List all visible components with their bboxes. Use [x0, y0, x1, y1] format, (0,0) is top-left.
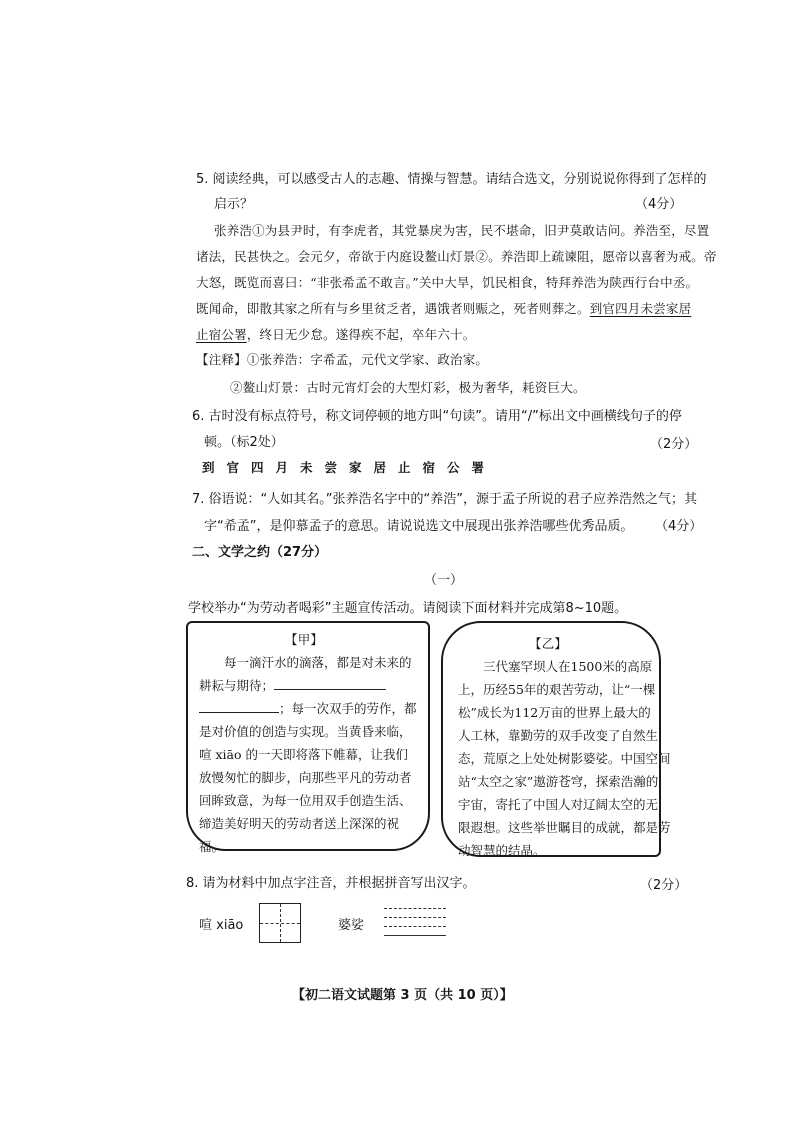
- yi-line-8: 限遐想。这些举世瞩目的成就，都是劳: [458, 820, 671, 835]
- q6-points: （2分）: [650, 437, 698, 452]
- yi-line-7: 宇宙，寄托了中国人对辽阔太空的无: [458, 797, 659, 812]
- jia-line-3-text: ；每一次双手的劳作，都: [279, 701, 417, 716]
- notes-label: 【注释】: [196, 352, 247, 367]
- yi-line-5: 态，荒原之上处处树影婆娑。中国空间: [458, 751, 671, 766]
- passage-line-1: 张养浩①为县尹时，有李虎者，其党暴戾为害，民不堪命，旧尹莫敢诘问。养浩至，尽置: [214, 223, 710, 238]
- note-2: ②鳌山灯景：古时元宵灯会的大型灯彩，极为奢华，耗资巨大。: [230, 380, 586, 395]
- q6-char: 月: [275, 460, 289, 475]
- passage-line-4-text: 既闻命，即散其家之所有与乡里贫乏者，遇饿者则赈之，死者则葬之。: [196, 301, 590, 316]
- yi-line-1: 三代塞罕坝人在1500米的高原: [483, 659, 653, 674]
- section2-intro: 学校举办“为劳动者喝彩”主题宣传活动。请阅读下面材料并完成第8~10题。: [188, 601, 628, 616]
- jia-line-3: [199, 697, 417, 720]
- q5-points: （4分）: [635, 197, 683, 212]
- q6-char: 家: [349, 460, 362, 475]
- q8-pinyin-line-2: [384, 917, 446, 918]
- material-jia-title: 【甲】: [285, 632, 324, 647]
- q8-hanzi-writing-grid[interactable]: [259, 903, 301, 943]
- material-yi-title: 【乙】: [529, 636, 568, 651]
- material-jia-text: [199, 651, 417, 858]
- jia-answer-blank-2[interactable]: [199, 699, 279, 713]
- jia-line-9: 福。: [199, 839, 225, 854]
- q6-char: 未: [300, 460, 313, 475]
- q7-points: （4分）: [655, 519, 703, 534]
- q8-points: （2分）: [640, 878, 688, 893]
- q6-char: 官: [226, 460, 240, 475]
- material-yi-text: [458, 655, 671, 862]
- q6-char: 止: [398, 460, 411, 475]
- section2-title: 二、文学之约（27分）: [192, 545, 328, 560]
- yi-line-6: 站“太空之家”遨游苍穹，探索浩瀚的: [458, 774, 659, 789]
- passage-line-3: 大怒，既览而喜曰：“非张希孟不敢言。”关中大旱，饥民相食，特拜养浩为陕西行台中丞。: [196, 275, 699, 290]
- q6-char: 居: [373, 460, 387, 475]
- q6-line1: 6. 古时没有标点符号，称文词停顿的地方叫“句读”。请用“/”标出文中画横线句子的停: [192, 409, 682, 424]
- q8-pinyin-line-3: [384, 926, 446, 927]
- q8-item2-label: 婆娑: [338, 918, 365, 933]
- jia-line-6: 放慢匆忙的脚步，向那些平凡的劳动者: [199, 770, 412, 785]
- jia-line-4: 是对价值的创造与实现。当黄昏来临，: [199, 724, 412, 739]
- q6-char: 到: [202, 460, 215, 475]
- q8-line: 8. 请为材料中加点字注音，并根据拼音写出汉字。: [186, 876, 476, 891]
- q5-line1: 5. 阅读经典，可以感受古人的志趣、情操与智慧。请结合选文，分别说说你得到了怎样的: [196, 172, 707, 187]
- q6-char: 公: [447, 460, 460, 475]
- page-footer: 【初二语文试题第 3 页（共 10 页）】: [292, 988, 513, 1003]
- jia-line-7: 回眸致意，为每一位用双手创造生活、: [199, 793, 412, 808]
- q8-pinyin-answer-line[interactable]: [384, 935, 446, 936]
- passage-line-2: 诸法，民甚快之。会元夕，帝欲于内庭设鳌山灯景②。养浩即上疏谏阻，愿帝以喜奢为戒。帝: [196, 249, 717, 264]
- passage-line-5-text: ，终日无少怠。遂得疾不起，卒年六十。: [246, 327, 476, 342]
- section2-sub: （一）: [424, 573, 464, 588]
- q6-char: 署: [471, 460, 485, 475]
- notes-line-1: [196, 350, 488, 368]
- q6-char: 宿: [422, 460, 436, 475]
- q6-char: 尝: [324, 460, 338, 475]
- q8-item1-label: 喧 xiāo: [199, 918, 244, 933]
- q7-line2: 字“希孟”，是仰慕孟子的意思。请说说选文中展现出张养浩哪些优秀品质。: [204, 519, 634, 534]
- q5-line2: 启示？: [214, 197, 254, 212]
- passage-line-4: [196, 299, 691, 317]
- note-1: ①张养浩：字希孟，元代文学家、政治家。: [246, 352, 489, 367]
- q6-sentence-chars: [202, 458, 496, 476]
- jia-line-2-text: 耕耘与期待；: [199, 678, 275, 693]
- passage-underlined-continued: 止宿公署: [196, 327, 247, 342]
- yi-line-9: 动智慧的结晶。: [458, 843, 546, 858]
- q6-char: 四: [251, 460, 264, 475]
- jia-line-8: 缔造美好明天的劳动者送上深深的祝: [199, 816, 400, 831]
- jia-line-2: [199, 674, 417, 697]
- q7-line1: 7. 俗语说：“人如其名。”张养浩名字中的“养浩”，源于孟子所说的君子应养浩然之气；其: [192, 492, 697, 507]
- yi-line-2: 上，历经55年的艰苦劳动，让“一棵: [458, 682, 656, 697]
- passage-line-5: [196, 325, 475, 343]
- yi-line-3: 松”成长为112万亩的世界上最大的: [458, 705, 651, 720]
- jia-line-5: 喧 xiāo 的一天即将落下帷幕，让我们: [199, 747, 408, 762]
- yi-line-4: 人工林，靠勤劳的双手改变了自然生: [458, 728, 659, 743]
- passage-underlined-sentence: 到官四月未尝家居: [589, 301, 692, 316]
- q8-pinyin-line-1: [384, 908, 446, 909]
- q6-line2: 顿。（标2处）: [204, 435, 284, 450]
- jia-line-1: 每一滴汗水的滴落，都是对未来的: [224, 655, 412, 670]
- jia-answer-blank-1[interactable]: [274, 676, 386, 690]
